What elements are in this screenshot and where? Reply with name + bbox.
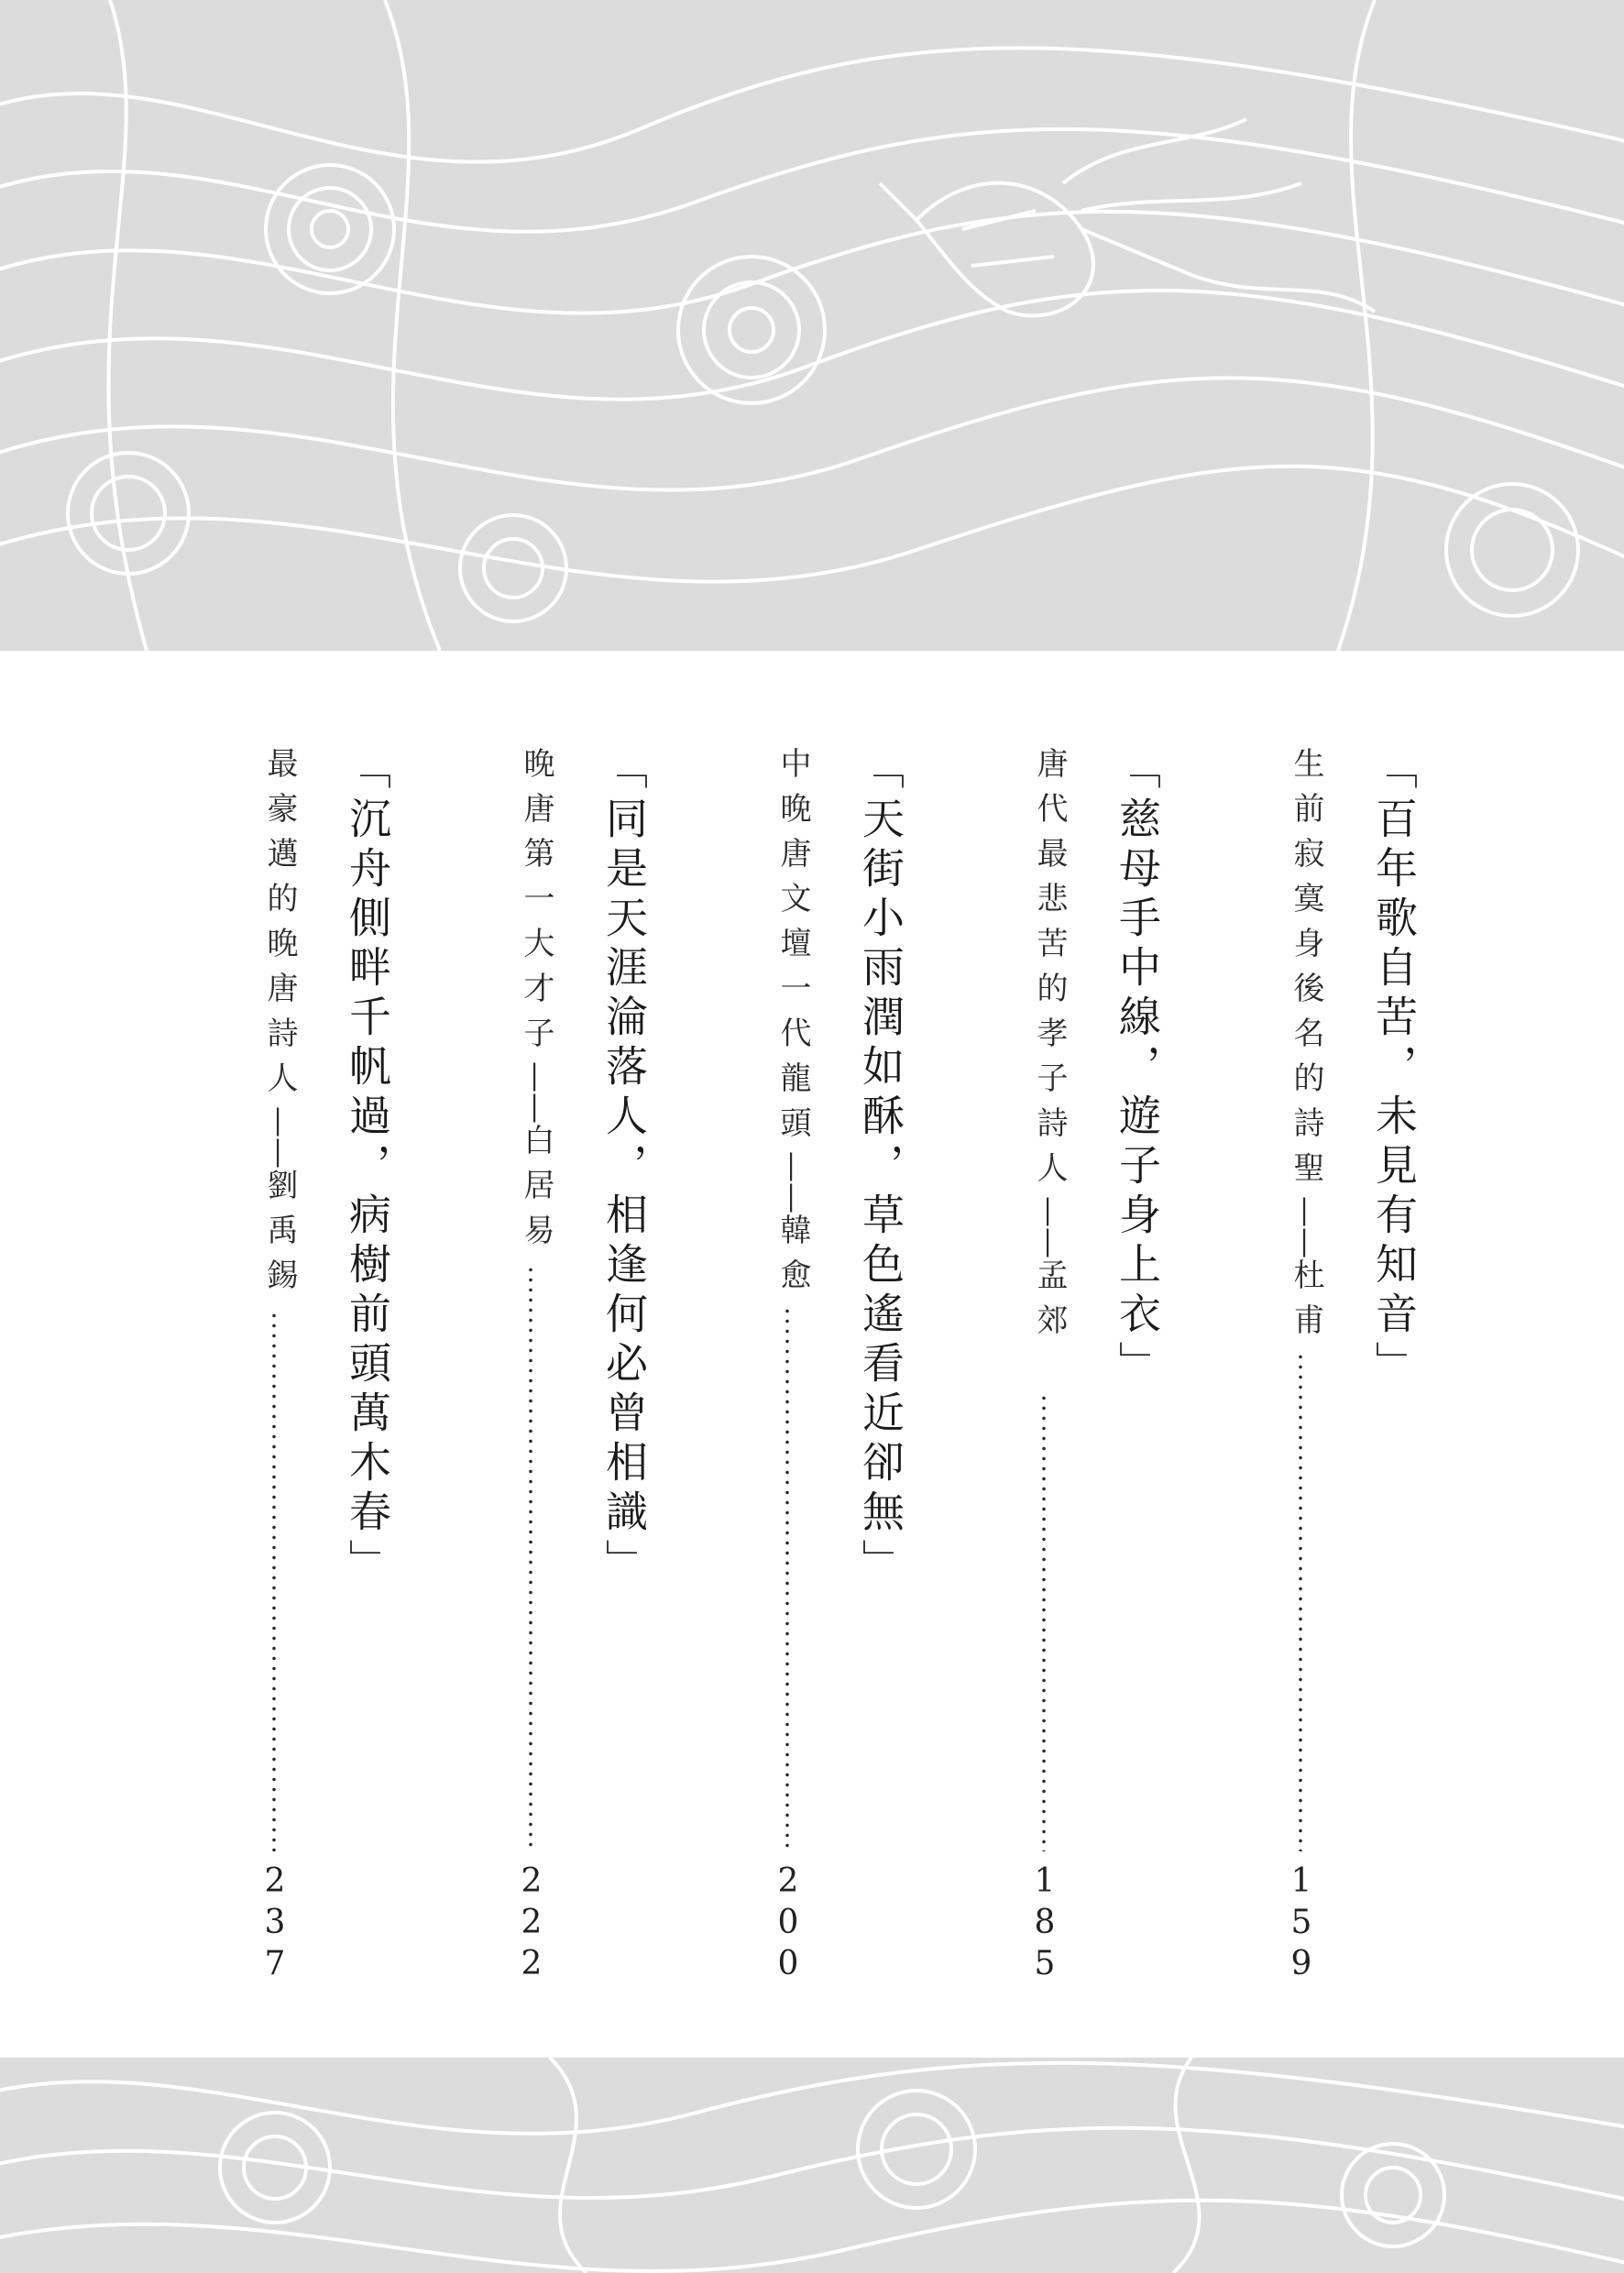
toc-subtitle xyxy=(1027,747,1072,1348)
wave-pattern-image xyxy=(0,2058,1624,2273)
poet-name: 劉禹錫 xyxy=(261,1169,298,1303)
toc-entry-4[interactable] xyxy=(587,747,651,1998)
poet-name: 杜甫 xyxy=(1288,1258,1324,1348)
subtitle-text: 最豪邁的晚唐詩人 xyxy=(261,747,298,1106)
toc-entry-4-meta[interactable] xyxy=(499,747,564,1998)
toc-title: 「天街小雨潤如酥，草色遙看近卻無」 xyxy=(856,747,905,1588)
toc-entry-3[interactable] xyxy=(843,747,907,1998)
subtitle-text: 生前寂寞身後名的詩聖 xyxy=(1288,747,1324,1196)
poet-name: 孟郊 xyxy=(1031,1258,1068,1348)
subtitle-dash: —— xyxy=(774,1151,811,1213)
dot-leader xyxy=(1042,1393,1046,1851)
page-number: 1 8 5 xyxy=(1034,1862,1056,1982)
page-number: 2 0 0 xyxy=(777,1862,799,1982)
subtitle-text: 晚唐第一大才子 xyxy=(518,747,554,1061)
decorative-wave-header xyxy=(0,0,1624,651)
decorative-wave-footer xyxy=(0,2058,1624,2273)
toc-entry-5-meta[interactable] xyxy=(243,747,307,1998)
dot-leader xyxy=(785,1306,789,1851)
toc-subtitle xyxy=(1284,747,1329,1348)
dot-leader xyxy=(1299,1352,1302,1851)
toc-title: 「慈母手中線，遊子身上衣」 xyxy=(1113,747,1162,1390)
toc-title: 「沉舟側畔千帆過，病樹前頭萬木春」 xyxy=(343,747,392,1588)
subtitle-text: 中晚唐文壇一代龍頭 xyxy=(774,747,811,1151)
subtitle-dash: —— xyxy=(1031,1196,1068,1258)
toc-subtitle xyxy=(258,747,302,1303)
toc-entry-2[interactable] xyxy=(1100,747,1164,1998)
toc-entry-3-meta[interactable] xyxy=(756,747,820,1998)
poet-name: 白居易 xyxy=(518,1124,554,1258)
wave-pattern-image xyxy=(0,0,1624,651)
toc-entry-2-meta[interactable] xyxy=(1013,747,1077,1998)
toc-subtitle xyxy=(771,747,816,1303)
subtitle-dash: —— xyxy=(518,1061,554,1124)
subtitle-dash: —— xyxy=(1288,1196,1324,1258)
subtitle-dash: —— xyxy=(261,1106,298,1169)
page-number: 1 5 9 xyxy=(1290,1862,1312,1982)
toc-subtitle xyxy=(514,747,559,1258)
toc-title: 「同是天涯淪落人，相逢何必曾相識」 xyxy=(599,747,649,1588)
toc-entry-1[interactable] xyxy=(1356,747,1421,1998)
subtitle-text: 唐代最悲苦的孝子詩人 xyxy=(1031,747,1068,1196)
toc-entry-1-meta[interactable] xyxy=(1269,747,1333,1998)
dot-leader xyxy=(272,1311,276,1851)
poet-name: 韓愈 xyxy=(774,1213,811,1303)
toc-title: 「百年歌自苦，未見有知音」 xyxy=(1369,747,1419,1390)
page-number: 2 2 2 xyxy=(521,1862,543,1982)
dot-leader xyxy=(529,1265,532,1851)
toc-entry-5[interactable] xyxy=(330,747,394,1998)
page-number: 2 3 7 xyxy=(264,1862,286,1982)
